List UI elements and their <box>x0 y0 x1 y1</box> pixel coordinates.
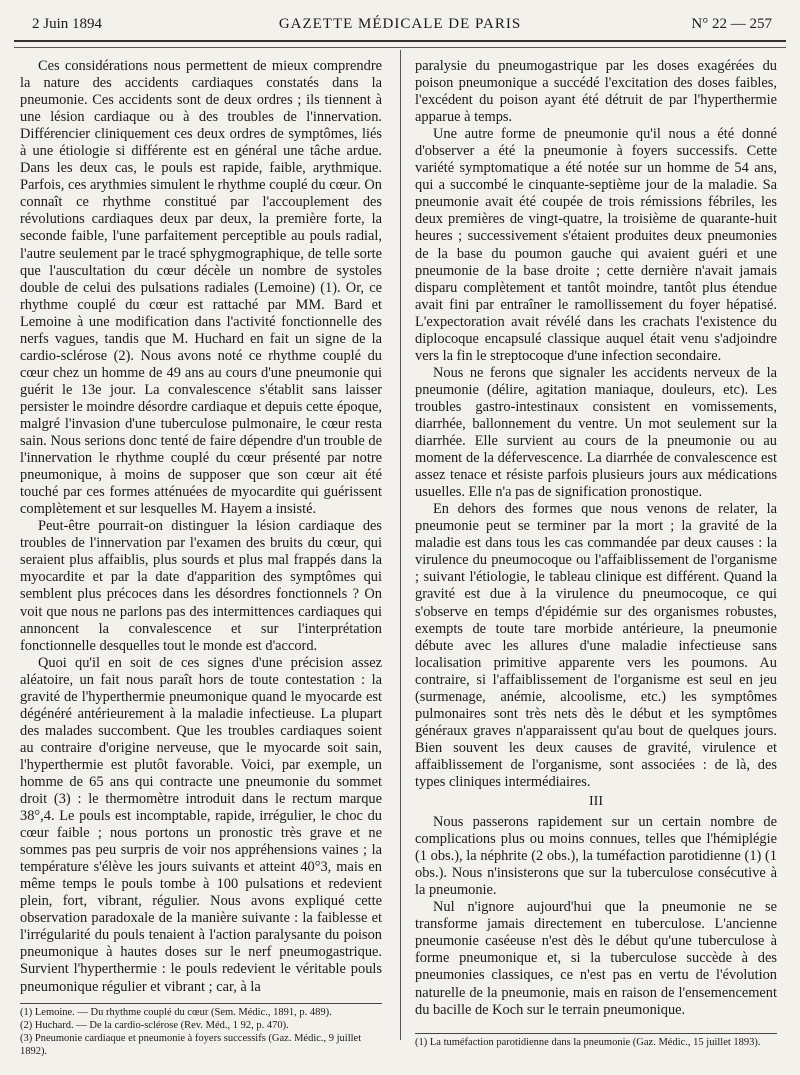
section-heading: III <box>589 794 603 810</box>
publication-title: GAZETTE MÉDICALE DE PARIS <box>278 16 522 32</box>
column-divider <box>400 50 401 1040</box>
issue-date: 2 Juin 1894 <box>32 16 103 32</box>
page-header <box>12 16 788 38</box>
footnote: (1) La tuméfaction parotidienne dans la pneumonie (Gaz. Médic., 15 juillet 1893). <box>415 1037 761 1048</box>
footnotes-left <box>20 1003 382 1058</box>
paragraph: paralysie du pneumogastrique par les doses exagérées du poison pneumonique a succédé l'excitation des doses faibles, l'excédent du poison ayant été détruit de par l'hyperthermie apparue à temps. <box>415 58 777 126</box>
page-number: N° 22 — 257 <box>691 16 772 32</box>
paragraph: Quoi qu'il en soit de ces signes d'une précision assez aléatoire, un fait nous paraît hors de toute contestation : la gravité de l'hyperthermie pneumonique quand le myocarde est dégénéré antérieurement à la maladie infectieuse. La plupart des malades succombent. Que les troubles cardiaques soient au contraire d'origine nerveuse, que le myocarde soit sain, l'hyperthermie est plutôt favorable. Voici, par exemple, un homme de 65 ans qui contracte une pneumonie du sommet droit (3) : le thermomètre introduit dans le rectum marque 38°,4. Le pouls est incomptable, rapide, irrégulier, le choc du cœur faible ; nous portons un pronostic très grave et ne sommes pas peu surpris de voir nos appréhensions vaines ; la température s'élève les jours suivants et atteint 40°3, mais en même temps le pouls tombe à 100 pulsations et redevient plein, fort, vibrant, régulier. Nous avons expliqué cette observation paradoxale de la manière suivante : la faiblesse et l'irrégularité du pouls tenaient à l'action paralysante du poison pneumonique à hautes doses sur le nerf pneumogastrique. Survient l'hyperthermie : le pouls redevient le véritable pouls pneumonique régulier et vibrant ; car, à la <box>20 654 382 995</box>
footnote: (2) Huchard. — De la cardio-sclérose (Rev. Méd., 1 92, p. 470). <box>20 1020 289 1031</box>
footnote: (1) Lemoine. — Du rhythme couplé du cœur (Sem. Médic., 1891, p. 489). <box>20 1007 332 1018</box>
right-column <box>415 58 777 1019</box>
paragraph: Une autre forme de pneumonie qu'il nous a été donné d'observer a été la pneumonie à foyers successifs. Cette variété symptomatique a été notée sur un homme de 54 ans, qui a succombé le cinquante-septième jour de la maladie. Sa pneumonie avait été coupée de trois rémissions fébriles, les deux premières de vingt-quatre, la troisième de quarante-huit heures ; successivement s'étaient produites deux pneumonies de la base du poumon gauche qui avaient guéri et une pneumonie de la base droite ; cette dernière n'avait jamais disparu complètement et tantôt moindre, tantôt plus étendue avait fini par entraîner le ramollissement du foyer hépatisé. L'expectoration avait révélé dans les crachats l'existence du diplocoque encapsulé classique auquel était venu s'adjoindre vers la fin le streptocoque d'une infection secondaire. <box>415 126 777 364</box>
header-rule <box>14 40 786 48</box>
paragraph: Ces considérations nous permettent de mieux comprendre la nature des accidents cardiaques constatés dans la pneumonie. Ces accidents sont de deux ordres ; ils tiennent à une lésion cardiaque ou à des troubles de l'innervation. Différencier cliniquement ces deux ordres de symptômes, liés à une étiologie si différente est en général une tâche ardue. Dans les deux cas, le pouls est rapide, faible, arythmique. Parfois, ces arythmies simulent le rhythme couplé du cœur. On connaît ce rhythme constitué par l'accouplement des révolutions cardiaques deux par deux, la première forte, la seconde faible, l'une parfaitement perceptible au pouls radial, l'autre seulement par le tracé sphygmographique, de telle sorte que l'auscultation du cœur décèle un nombre de systoles double de celui des pulsations radiales (Lemoine) (1). Or, ce rhythme couplé du cœur est rattaché par MM. Bard et Lemoine à une modification dans l'activité fonctionnelle des nerfs vagues, tandis que M. Huchard en fait un signe de la cardio-sclérose (2). Nous avons noté ce rhythme couplé du cœur chez un homme de 49 ans au cours d'une pneumonie qui guérit le 13e jour. La convalescence s'établit sans laisser persister le moindre désordre cardiaque et depuis cette époque, malgré l'invasion d'une tuberculose pulmonaire, le cœur resta sain. Nous serions donc tenté de faire dépendre d'un trouble de l'innervation le rhythme couplé du cœur présenté par notre pneumonique, à moins de supposer que son cœur ait été touché par ces formes atténuées de myocardite qui guérissent complètement et sur lesquelles M. Hayem a insisté. <box>20 58 382 518</box>
paragraph: Nul n'ignore aujourd'hui que la pneumonie ne se transforme jamais directement en tuberculose. L'ancienne pneumonie caséeuse n'est dès le début qu'une tuberculose à forme pneumonique et, si la tuberculose succède à des pneumonies classiques, ce n'est pas en vertu de l'évolution naturelle de la pneumonie, mais en raison de l'ensemencement du bacille de Koch sur le terrain pneumonique. <box>415 899 777 1018</box>
footnotes-right <box>415 1033 777 1049</box>
footnote: (3) Pneumonie cardiaque et pneumonie à foyers successifs (Gaz. Médic., 9 juillet 1892). <box>20 1033 362 1057</box>
paragraph: Nous ne ferons que signaler les accidents nerveux de la pneumonie (délire, agitation maniaque, douleurs, etc). Les troubles gastro-intestinaux consistent en vomissements, diarrhée, ballonnement du ventre. Un mot seulement sur la diarrhée. Elle survient au cours de la pneumonie ou au moment de la défervescence. La diarrhée de convalescence est assez tenace et résiste parfois plusieurs jours aux médications usuelles. Elle n'a pas de signification pronostique. <box>415 364 777 501</box>
paragraph: Nous passerons rapidement sur un certain nombre de complications plus ou moins connues, telles que l'hémiplégie (1 obs.), la néphrite (2 obs.), la tuméfaction parotidienne (1) (1 obs.). Nous n'insisterons que sur la tuberculose consécutive à la pneumonie. <box>415 814 777 899</box>
paragraph: Peut-être pourrait-on distinguer la lésion cardiaque des troubles de l'innervation par l'examen des bruits du cœur, qui seraient plus affaiblis, plus sourds et plus mal frappés dans la myocardite et par la date d'apparition des symptômes qui semblent plus précoces dans les désordres fonctionnels ? On voit que nous ne parlons pas des intermittences cardiaques qui annoncent la convalescence et sur l'interprétation fonctionnelle desquelles tout le monde est d'accord. <box>20 518 382 654</box>
left-column <box>20 58 382 996</box>
paragraph: En dehors des formes que nous venons de relater, la pneumonie peut se terminer par la mort ; la gravité de la maladie est dans tous les cas commandée par deux causes : la virulence du pneumocoque ou l'affaiblissement de l'organisme ; suivant l'étiologie, le tableau clinique est différent. Quand la gravité est due à la virulence du pneumocoque, ce qui s'observe en temps d'épidémie sur des organismes robustes, exempts de toute tare morbide antérieure, la pneumonie débute avec les allures d'une maladie infectieuse sans localisation primitive apparente vers les poumons. Au contraire, si l'affaiblissement de l'organisme est seul en jeu (surmenage, anémie, alcoolisme, etc.) les symptômes pulmonaires sont très nets dès le début et les symptômes généraux graves n'apparaissent qu'au bout de quelques jours. Bien souvent les deux causes de gravité, virulence et affaiblissement de l'organisme, sont associées : de là, des types cliniques intermédiaires. <box>415 501 777 790</box>
